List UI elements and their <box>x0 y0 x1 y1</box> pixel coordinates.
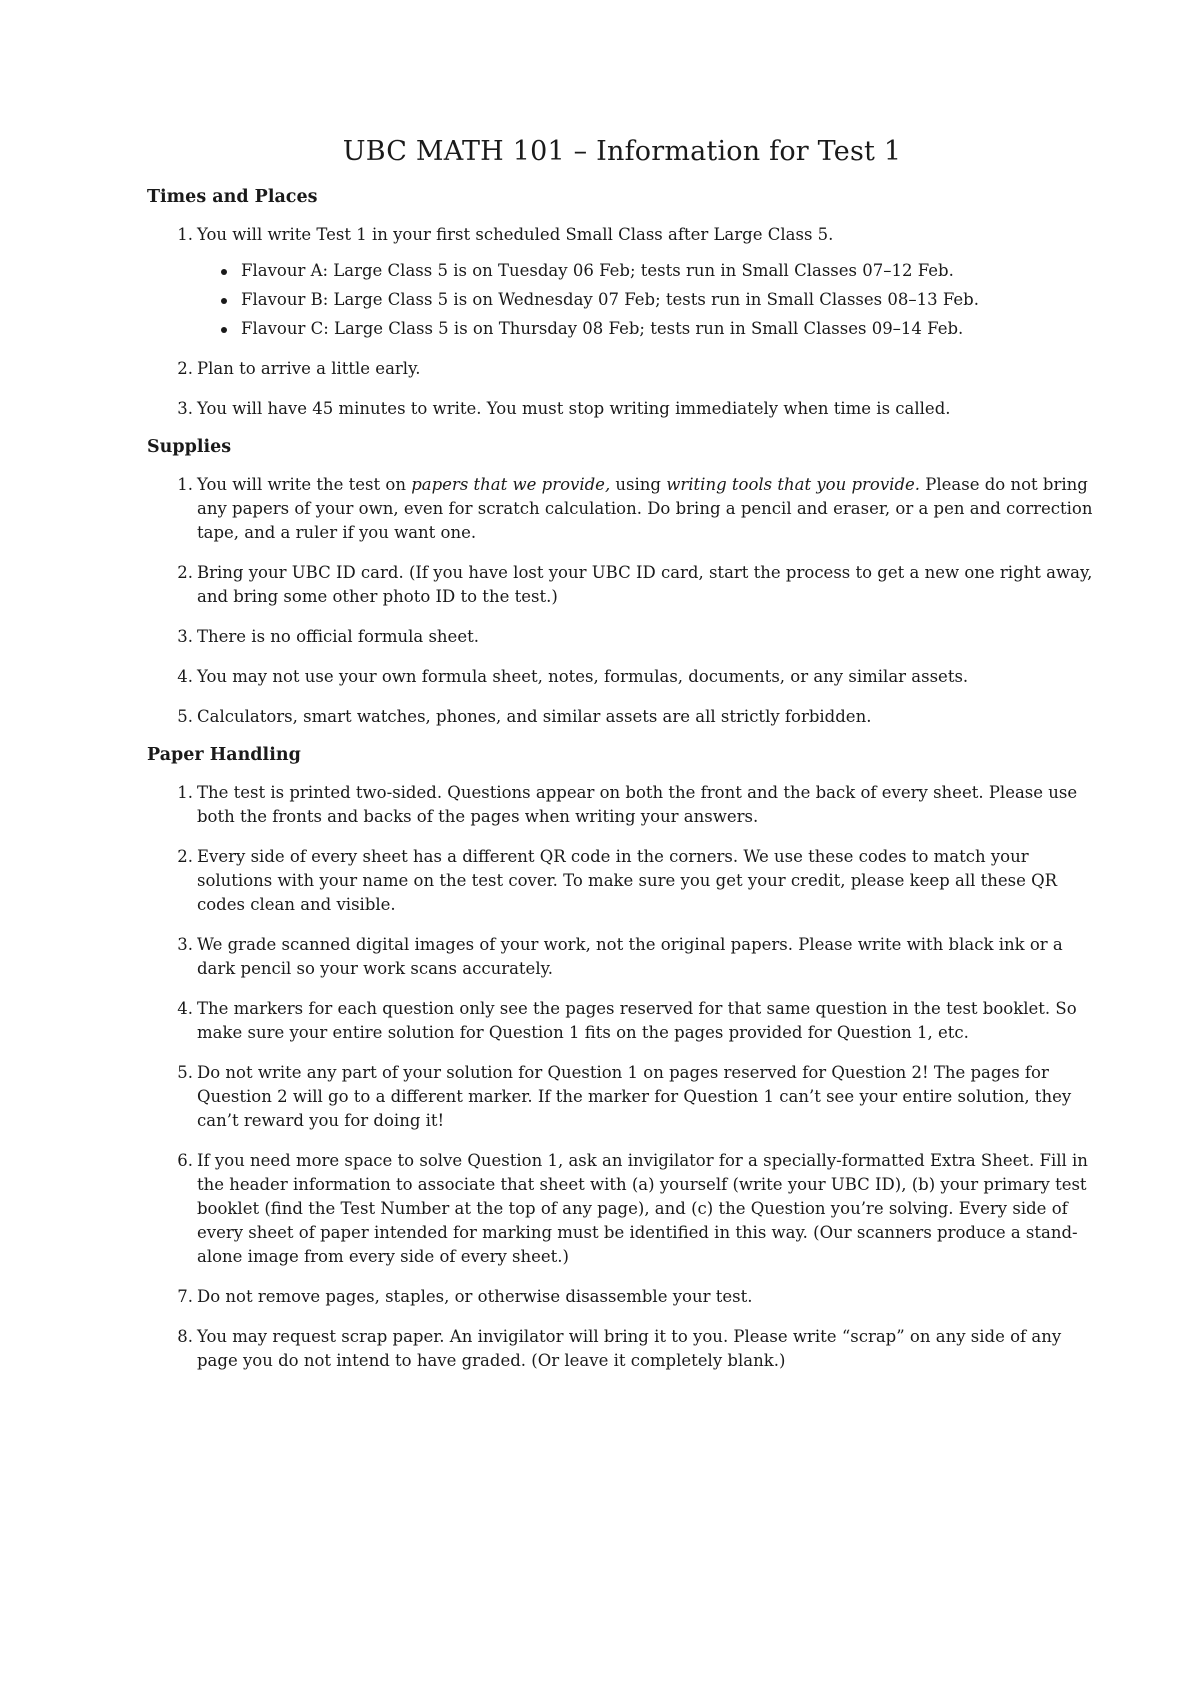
section-times-and-places <box>147 187 1097 421</box>
item-emphasis: writing tools that you provide. <box>666 475 921 494</box>
item-text: You will write Test 1 in your first scheduled Small Class after Large Class 5. <box>197 225 834 244</box>
item-number: 6. <box>177 1151 193 1170</box>
section-heading: Supplies <box>147 437 232 457</box>
item-number: 4. <box>177 667 193 686</box>
bullet-text: Flavour A: Large Class 5 is on Tuesday 06 Feb; tests run in Small Classes 07–12 Feb. <box>241 261 954 280</box>
bullet-text: Flavour B: Large Class 5 is on Wednesday 07 Feb; tests run in Small Classes 08–13 Feb. <box>241 290 979 309</box>
item-number: 1. <box>177 783 193 802</box>
item-text-part: Please do not bring any papers of your own, even for scratch calculation. Do bring a pencil and eraser, or a pen and correction tape, and a ruler if you want one. <box>197 475 1093 542</box>
item-text: Do not write any part of your solution for Question 1 on pages reserved for Question 2! The pages for Question 2 will go to a different marker. If the marker for Question 1 can’t see your entire solution, they can’t reward you for doing it! <box>197 1063 1072 1130</box>
bullet-text: Flavour C: Large Class 5 is on Thursday 08 Feb; tests run in Small Classes 09–14 Feb. <box>241 319 964 338</box>
item-text: Every side of every sheet has a different QR code in the corners. We use these codes to match your solutions with your name on the test cover. To make sure you get your credit, please keep all these QR codes clean and visible. <box>197 847 1058 914</box>
item-number: 3. <box>177 399 193 418</box>
bullet-icon <box>221 269 227 275</box>
item-number: 5. <box>177 707 193 726</box>
item-text: You may request scrap paper. An invigilator will bring it to you. Please write “scrap” on any side of any page you do not intend to have graded. (Or leave it completely blank.) <box>197 1327 1062 1370</box>
item-text: Bring your UBC ID card. (If you have lost your UBC ID card, start the process to get a new one right away, and bring some other photo ID to the test.) <box>197 563 1093 606</box>
bullet-list <box>197 259 1097 341</box>
list-item <box>147 933 1097 981</box>
list-item <box>147 473 1097 545</box>
item-text: Do not remove pages, staples, or otherwise disassemble your test. <box>197 1287 753 1306</box>
numbered-list <box>147 781 1097 1373</box>
bullet-item <box>197 317 1097 341</box>
item-text: The test is printed two-sided. Questions appear on both the front and the back of every sheet. Please use both the fronts and backs of the pages when writing your answers. <box>197 783 1078 826</box>
section-supplies <box>147 437 1097 729</box>
item-number: 1. <box>177 225 193 244</box>
item-text: We grade scanned digital images of your work, not the original papers. Please write with black ink or a dark pencil so your work scans accurately. <box>197 935 1063 978</box>
section-paper-handling <box>147 745 1097 1373</box>
item-number: 2. <box>177 563 193 582</box>
item-number: 5. <box>177 1063 193 1082</box>
item-number: 4. <box>177 999 193 1018</box>
list-item <box>147 561 1097 609</box>
list-item <box>147 625 1097 649</box>
item-number: 3. <box>177 935 193 954</box>
list-item <box>147 223 1097 341</box>
document-page <box>147 136 1097 1389</box>
numbered-list <box>147 473 1097 729</box>
item-text: Calculators, smart watches, phones, and similar assets are all strictly forbidden. <box>197 707 872 726</box>
item-number: 3. <box>177 627 193 646</box>
item-text: There is no official formula sheet. <box>197 627 479 646</box>
item-emphasis: papers that we provide, <box>411 475 611 494</box>
item-text: You may not use your own formula sheet, notes, formulas, documents, or any similar assets. <box>197 667 969 686</box>
page-title: UBC MATH 101 – Information for Test 1 <box>342 136 902 167</box>
list-item <box>147 781 1097 829</box>
item-text: If you need more space to solve Question 1, ask an invigilator for a specially-formatted Extra Sheet. Fill in the header information to associate that sheet with (a) yourself (write your UBC ID), (b) your primary test booklet (find the Test Number at the top of any page), and (c) the Question you’re solving. Every side of every sheet of paper intended for marking must be identified in this way. (Our scanners produce a stand-alone image from every side of every sheet.) <box>197 1151 1088 1266</box>
list-item <box>147 397 1097 421</box>
list-item <box>147 705 1097 729</box>
numbered-list <box>147 223 1097 421</box>
bullet-icon <box>221 327 227 333</box>
list-item <box>147 357 1097 381</box>
item-text: You will have 45 minutes to write. You must stop writing immediately when time is called. <box>197 399 951 418</box>
item-number: 8. <box>177 1327 193 1346</box>
item-text-part: You will write the test on <box>197 475 412 494</box>
list-item <box>147 1149 1097 1269</box>
list-item <box>147 845 1097 917</box>
list-item <box>147 1285 1097 1309</box>
bullet-icon <box>221 298 227 304</box>
item-number: 2. <box>177 847 193 866</box>
list-item <box>147 1325 1097 1373</box>
section-heading: Times and Places <box>147 187 318 207</box>
list-item <box>147 997 1097 1045</box>
item-text: The markers for each question only see the pages reserved for that same question in the test booklet. So make sure your entire solution for Question 1 fits on the pages provided for Question 1, etc. <box>197 999 1077 1042</box>
bullet-item <box>197 288 1097 312</box>
item-number: 1. <box>177 475 193 494</box>
section-heading: Paper Handling <box>147 745 301 765</box>
bullet-item <box>197 259 1097 283</box>
item-number: 7. <box>177 1287 193 1306</box>
item-text-part: using <box>610 475 667 494</box>
list-item <box>147 665 1097 689</box>
item-text: Plan to arrive a little early. <box>197 359 421 378</box>
item-number: 2. <box>177 359 193 378</box>
list-item <box>147 1061 1097 1133</box>
